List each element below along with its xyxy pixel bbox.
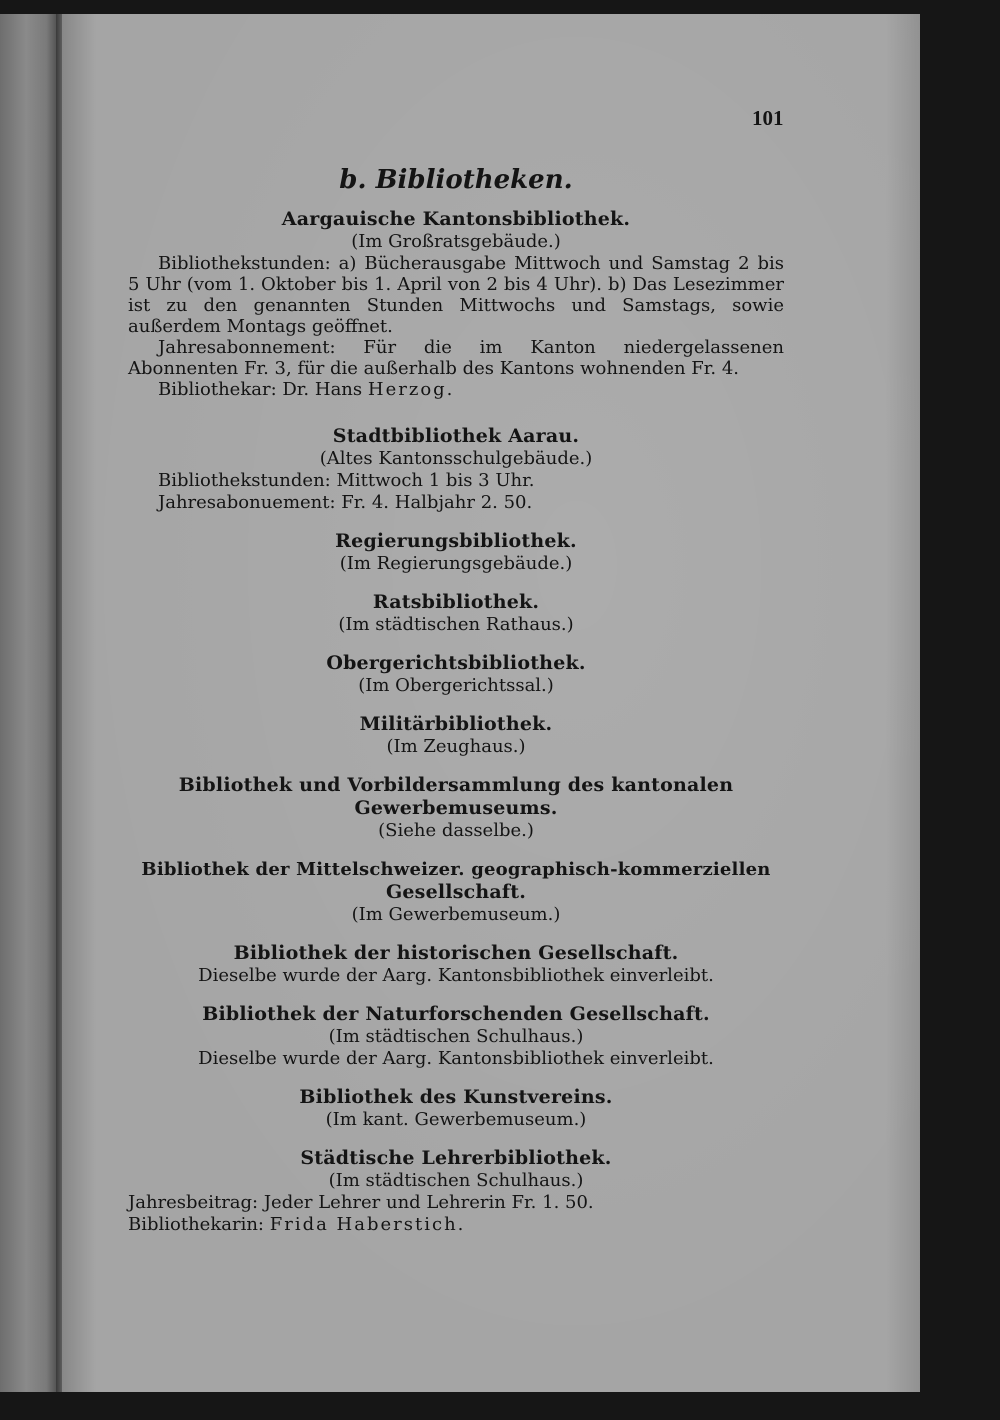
entry-location: (Im städtischen Schulhaus.)	[328, 1026, 584, 1047]
entry-title-line-1: Bibliothek und Vorbildersammlung des kantonalen	[178, 774, 734, 796]
library-entry-geographische-gesellschaft	[128, 858, 784, 926]
entry-location: (Im Gewerbemuseum.)	[351, 904, 561, 925]
entry-location: (Im kant. Gewerbemuseum.)	[325, 1109, 587, 1130]
entry-title: Städtische Lehrerbibliothek.	[300, 1147, 612, 1169]
entry-librarian	[128, 379, 784, 401]
entry-note: Dieselbe wurde der Aarg. Kantonsbibliothek einverleibt.	[198, 1048, 714, 1069]
page-content	[128, 164, 784, 1236]
library-entry-obergerichtsbibliothek	[128, 652, 784, 697]
entry-note: Dieselbe wurde der Aarg. Kantonsbibliothek einverleibt.	[198, 965, 714, 986]
entry-librarian	[128, 1214, 784, 1236]
library-entry-ratsbibliothek	[128, 591, 784, 636]
left-page-edge	[0, 14, 58, 1392]
entry-location: (Im Zeughaus.)	[386, 736, 526, 757]
entry-location: (Im städtischen Schulhaus.)	[328, 1170, 584, 1191]
librarian-name: Frida Haberstich.	[269, 1214, 466, 1235]
entry-hours: Bibliothekstunden: Mittwoch 1 bis 3 Uhr.	[158, 470, 535, 491]
librarian-label: Bibliothekar: Dr. Hans	[158, 379, 363, 400]
librarian-surname: Herzog.	[367, 379, 455, 400]
entry-title: Regierungsbibliothek.	[335, 530, 577, 552]
library-entry-militaerbibliothek	[128, 713, 784, 758]
entry-subscription-paragraph: Jahresabonnement: Für die im Kanton niedergelassenen Abonnenten Fr. 3, für die außerhalb des Kantons wohnenden Fr. 4.	[128, 337, 784, 379]
entry-title-line-1: Bibliothek der Mittelschweizer. geographisch-kommerziellen	[141, 859, 771, 880]
entry-location: (Altes Kantonsschulgebäude.)	[319, 448, 593, 469]
entry-title: Bibliothek des Kunstvereins.	[299, 1086, 613, 1108]
library-entry-stadtbibliothek	[128, 425, 784, 514]
entry-location: (Siehe dasselbe.)	[378, 820, 534, 841]
library-entry-naturforschende-gesellschaft	[128, 1003, 784, 1070]
library-entry-kunstverein	[128, 1086, 784, 1131]
library-entry-lehrerbibliothek	[128, 1147, 784, 1236]
entry-location: (Im Obergerichtssal.)	[358, 675, 554, 696]
entry-title: Bibliothek der historischen Gesellschaft.	[233, 942, 679, 964]
library-entry-gewerbemuseum	[128, 774, 784, 842]
entry-location: (Im Großratsgebäude.)	[351, 231, 561, 252]
entry-location: (Im Regierungsgebäude.)	[339, 553, 573, 574]
entry-title-line-2: Gewerbemuseums.	[354, 797, 558, 819]
entry-title: Obergerichtsbibliothek.	[326, 652, 586, 674]
library-entry-regierungsbibliothek	[128, 530, 784, 575]
entry-title: Bibliothek der Naturforschenden Gesellschaft.	[202, 1003, 710, 1025]
entry-fee: Jahresbeitrag: Jeder Lehrer und Lehrerin Fr. 1. 50.	[128, 1192, 594, 1213]
entry-location: (Im städtischen Rathaus.)	[338, 614, 574, 635]
entry-subscription: Jahresabonuement: Fr. 4. Halbjahr 2. 50.	[158, 492, 533, 513]
library-entry-historische-gesellschaft	[128, 942, 784, 987]
entry-title: Militärbibliothek.	[359, 713, 553, 735]
book-page	[62, 14, 920, 1392]
entry-title-line-2: Gesellschaft.	[385, 881, 527, 903]
entry-title: Ratsbibliothek.	[372, 591, 540, 613]
page-number: 101	[752, 106, 784, 130]
section-title: b. Bibliotheken.	[339, 165, 573, 195]
entry-hours-paragraph: Bibliothekstunden: a) Bücherausgabe Mittwoch und Samstag 2 bis 5 Uhr (vom 1. Oktober bis 1. April von 2 bis 4 Uhr). b) Das Lesezimmer ist zu den genannten Stunden Mittwochs und Samstags, sowie außerdem Montags geöffnet.	[128, 253, 784, 337]
library-entry-kantonsbibliothek	[128, 208, 784, 401]
librarian-label: Bibliothekarin:	[128, 1214, 264, 1235]
entry-title: Aargauische Kantonsbibliothek.	[281, 208, 631, 230]
entry-title: Stadtbibliothek Aarau.	[332, 425, 580, 447]
